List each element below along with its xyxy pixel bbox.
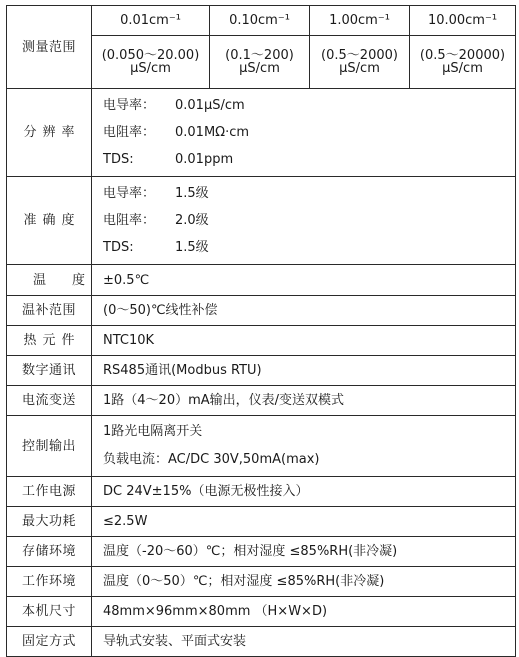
temp-comp-value: (0～50)℃线性补偿 bbox=[92, 296, 516, 326]
dimensions-row bbox=[7, 597, 516, 627]
work-env-row bbox=[7, 567, 516, 597]
digital-comm-label: 数字通讯 bbox=[7, 356, 92, 386]
control-output-values bbox=[92, 416, 516, 477]
dimensions-label: 本机尺寸 bbox=[7, 597, 92, 627]
power-row bbox=[7, 477, 516, 507]
spec-table bbox=[6, 5, 516, 657]
range-cell-1 bbox=[210, 36, 310, 89]
storage-env-label: 存储环境 bbox=[7, 537, 92, 567]
accuracy-line bbox=[103, 180, 515, 207]
line-value: 0.01μS/cm bbox=[175, 98, 245, 113]
cell-constant-0: 0.01cm⁻¹ bbox=[92, 6, 210, 36]
accuracy-values bbox=[92, 177, 516, 265]
digital-comm-value: RS485通讯(Modbus RTU) bbox=[92, 356, 516, 386]
line-key: 电阻率： bbox=[103, 125, 156, 140]
thermal-element-label: 热元件 bbox=[7, 326, 92, 356]
storage-env-row bbox=[7, 537, 516, 567]
current-transmit-value: 1路（4～20）mA输出，仪表/变送双模式 bbox=[92, 386, 516, 416]
range-value: (0.1～200) bbox=[225, 48, 294, 63]
range-value: (0.5～20000) bbox=[419, 48, 506, 63]
current-transmit-label: 电流变送 bbox=[7, 386, 92, 416]
control-output-line-1: 1路光电隔离开关 bbox=[103, 424, 203, 439]
line-value: 1.5级 bbox=[175, 186, 209, 201]
line-value: 1.5级 bbox=[175, 240, 209, 255]
mounting-value: 导轨式安装、平面式安装 bbox=[92, 627, 516, 657]
range-cell-3 bbox=[410, 36, 516, 89]
resolution-line bbox=[103, 92, 515, 119]
range-cell-2 bbox=[310, 36, 410, 89]
line-key: 电导率： bbox=[103, 186, 156, 201]
range-cell-0 bbox=[92, 36, 210, 89]
power-value: DC 24V±15%（电源无极性接入） bbox=[92, 477, 516, 507]
measure-range-header-row bbox=[7, 6, 516, 36]
temperature-value: ±0.5℃ bbox=[92, 265, 516, 296]
storage-env-value: 温度（-20～60）℃；相对湿度 ≤85%RH(非冷凝) bbox=[92, 537, 516, 567]
max-power-row bbox=[7, 507, 516, 537]
temp-comp-label: 温补范围 bbox=[7, 296, 92, 326]
resolution-label: 分辨率 bbox=[7, 89, 92, 177]
line-key: 电阻率： bbox=[103, 213, 156, 228]
temp-comp-row bbox=[7, 296, 516, 326]
resolution-line bbox=[103, 146, 515, 173]
measure-range-label: 测量范围 bbox=[7, 6, 92, 89]
max-power-label: 最大功耗 bbox=[7, 507, 92, 537]
mounting-label: 固定方式 bbox=[7, 627, 92, 657]
dimensions-value: 48mm×96mm×80mm （H×W×D) bbox=[92, 597, 516, 627]
control-output-row bbox=[7, 416, 516, 477]
line-key: TDS: bbox=[103, 240, 134, 255]
control-output-line-2: 负载电流：AC/DC 30V,50mA(max) bbox=[103, 452, 320, 467]
cell-constant-2: 1.00cm⁻¹ bbox=[310, 6, 410, 36]
line-value: 2.0级 bbox=[175, 213, 209, 228]
cell-constant-1: 0.10cm⁻¹ bbox=[210, 6, 310, 36]
thermal-element-value: NTC10K bbox=[92, 326, 516, 356]
line-value: 0.01MΩ·cm bbox=[175, 125, 250, 140]
control-output-label: 控制输出 bbox=[7, 416, 92, 477]
resolution-line bbox=[103, 119, 515, 146]
work-env-value: 温度（0～50）℃；相对湿度 ≤85%RH(非冷凝) bbox=[92, 567, 516, 597]
line-key: 电导率： bbox=[103, 98, 156, 113]
thermal-element-row bbox=[7, 326, 516, 356]
mounting-row bbox=[7, 627, 516, 657]
line-key: TDS: bbox=[103, 152, 134, 167]
range-unit: μS/cm bbox=[339, 61, 380, 76]
range-unit: μS/cm bbox=[130, 61, 171, 76]
power-label: 工作电源 bbox=[7, 477, 92, 507]
temperature-label: 温度 bbox=[7, 265, 92, 296]
resolution-values bbox=[92, 89, 516, 177]
work-env-label: 工作环境 bbox=[7, 567, 92, 597]
digital-comm-row bbox=[7, 356, 516, 386]
range-unit: μS/cm bbox=[442, 61, 483, 76]
max-power-value: ≤2.5W bbox=[92, 507, 516, 537]
cell-constant-3: 10.00cm⁻¹ bbox=[410, 6, 516, 36]
range-value: (0.5～2000) bbox=[321, 48, 398, 63]
temperature-row bbox=[7, 265, 516, 296]
accuracy-line bbox=[103, 207, 515, 234]
range-value: (0.050～20.00) bbox=[101, 48, 200, 63]
accuracy-row bbox=[7, 177, 516, 265]
accuracy-label: 准确度 bbox=[7, 177, 92, 265]
current-transmit-row bbox=[7, 386, 516, 416]
resolution-row bbox=[7, 89, 516, 177]
line-value: 0.01ppm bbox=[175, 152, 234, 167]
range-unit: μS/cm bbox=[239, 61, 280, 76]
accuracy-line bbox=[103, 234, 515, 261]
